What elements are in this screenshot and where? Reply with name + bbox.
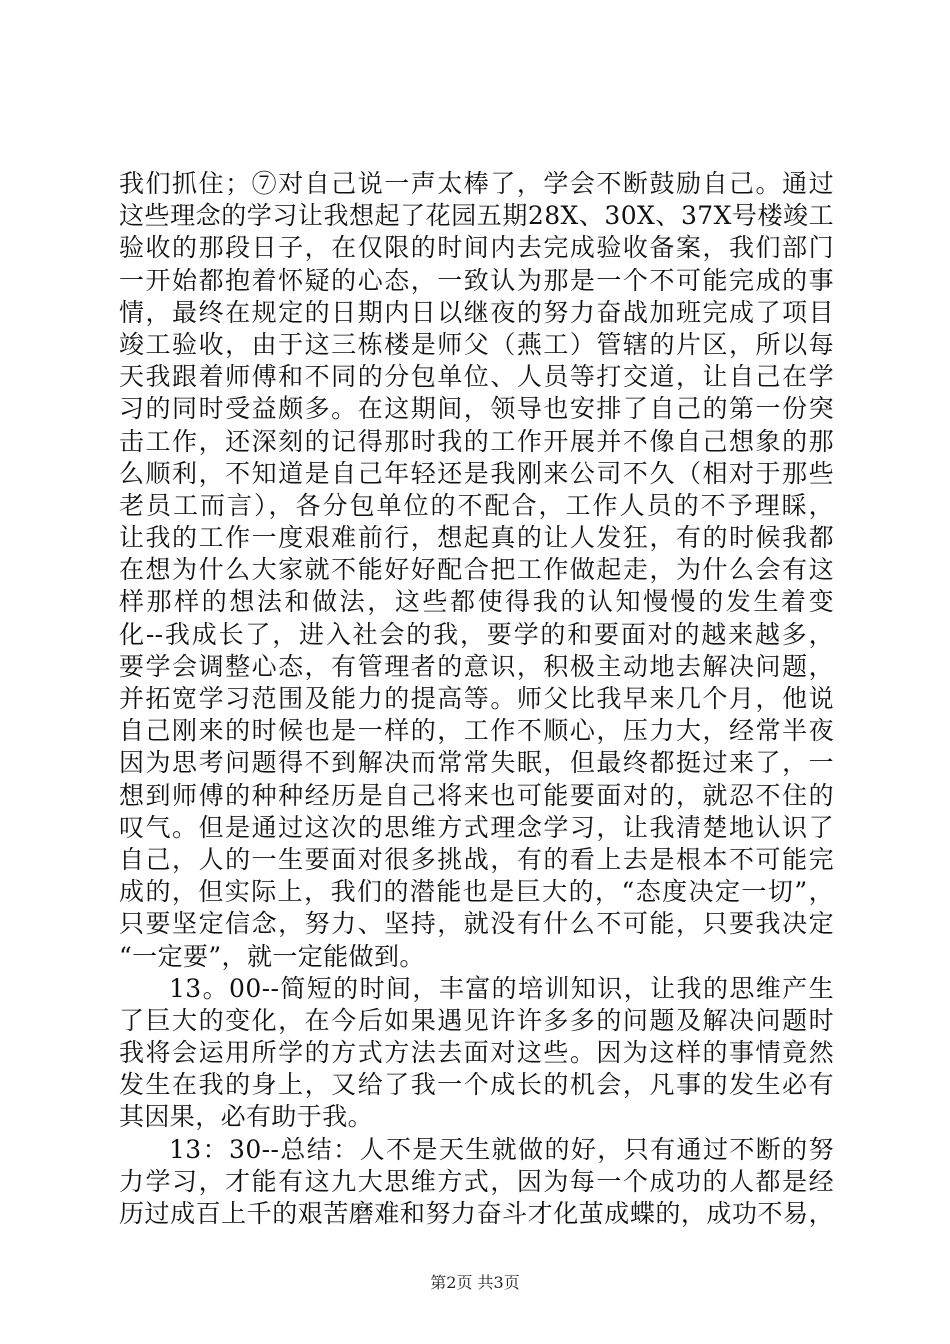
text-line: “一定要”，就一定能做到。 <box>119 941 425 971</box>
text-line: 了巨大的变化，在今后如果遇见许许多多的问题及解决问题时 <box>119 1005 834 1035</box>
text-line: 并拓宽学习范围及能力的提高等。师父比我早来几个月，他说 <box>119 684 834 713</box>
text-line: 我们抓住；⑦对自己说一声太棒了，学会不断鼓励自己。通过 <box>119 169 834 198</box>
text-line: 老员工而言），各分包单位的不配合，工作人员的不予理睬， <box>119 490 834 520</box>
text-line: 竣工验收，由于这三栋楼是师父（燕工）管辖的片区，所以每 <box>119 329 834 359</box>
text-line: 想到师傅的种种经历是自己将来也可能要面对的，就忍不住的 <box>119 780 834 810</box>
text-line: 只要坚定信念，努力、坚持，就没有什么不可能，只要我决定 <box>119 909 834 939</box>
text-line: 样那样的想法和做法，这些都使得我的认知慢慢的发生着变 <box>119 587 834 617</box>
document-body <box>119 168 834 1230</box>
paragraph-start-line: 13：30--总结：人不是天生就做的好，只有通过不断的努 <box>169 1134 834 1164</box>
paragraph-start-line: 13。00--简短的时间，丰富的培训知识，让我的思维产生 <box>169 973 834 1003</box>
text-line: 力学习，才能有这九大思维方式，因为每一个成功的人都是经 <box>119 1166 834 1196</box>
text-line: 么顺利，不知道是自己年轻还是我刚来公司不久（相对于那些 <box>119 458 834 488</box>
text-line: 在想为什么大家就不能好好配合把工作做起走，为什么会有这 <box>119 555 834 585</box>
text-line: 化--我成长了，进入社会的我，要学的和要面对的越来越多， <box>119 619 834 649</box>
text-line: 因为思考问题得不到解决而常常失眠，但最终都挺过来了，一 <box>119 748 834 778</box>
text-line: 要学会调整心态，有管理者的意识，积极主动地去解决问题， <box>119 651 834 681</box>
text-line: 发生在我的身上，又给了我一个成长的机会，凡事的发生必有 <box>119 1070 834 1100</box>
text-line: 其因果，必有助于我。 <box>119 1102 374 1132</box>
page-number-footer: 第2页 共3页 <box>430 1273 520 1292</box>
text-line: 自己，人的一生要面对很多挑战，有的看上去是根本不可能完 <box>119 844 834 874</box>
text-line: 天我跟着师傅和不同的分包单位、人员等打交道，让自己在学 <box>119 362 834 392</box>
text-line: 习的同时受益颇多。在这期间，领导也安排了自己的第一份突 <box>119 394 834 424</box>
text-line: 这些理念的学习让我想起了花园五期28X、30X、37X号楼竣工 <box>119 201 834 231</box>
text-line: 验收的那段日子，在仅限的时间内去完成验收备案，我们部门 <box>119 233 834 263</box>
text-line: 让我的工作一度艰难前行，想起真的让人发狂，有的时候我都 <box>119 523 834 553</box>
text-line: 历过成百上千的艰苦磨难和努力奋斗才化茧成蝶的，成功不易， <box>119 1199 834 1228</box>
text-line: 成的，但实际上，我们的潜能也是巨大的，“态度决定一切”， <box>119 877 834 907</box>
text-line: 一开始都抱着怀疑的心态，一致认为那是一个不可能完成的事 <box>119 265 834 295</box>
text-line: 自己刚来的时候也是一样的，工作不顺心，压力大，经常半夜 <box>119 716 834 746</box>
text-line: 叹气。但是通过这次的思维方式理念学习，让我清楚地认识了 <box>119 812 834 842</box>
text-line: 我将会运用所学的方式方法去面对这些。因为这样的事情竟然 <box>119 1038 834 1068</box>
text-line: 情，最终在规定的日期内日以继夜的努力奋战加班完成了项目 <box>119 297 834 327</box>
text-line: 击工作，还深刻的记得那时我的工作开展并不像自己想象的那 <box>119 426 834 456</box>
